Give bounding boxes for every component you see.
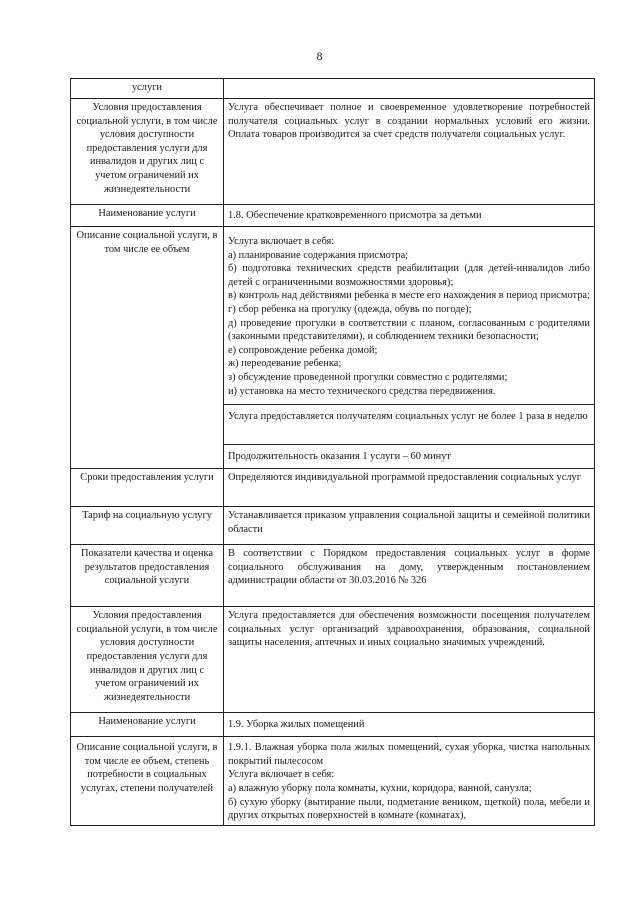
content-line: Услуга включает в себя:: [228, 769, 335, 781]
content-line: д) проведение прогулки в соответствии с планом, согласованным с родителями (законными представителями), и соблюдением техники безопасности;: [228, 317, 590, 343]
table-row: [71, 607, 595, 713]
table-row: [71, 737, 595, 826]
content-line: Услуга включает в себя:: [228, 236, 335, 247]
content-line: Услуга обеспечивает полное и своевременное удовлетворение потребностей получателя социальных услуг в создании нормальных условий его жизни. Оплата товаров производится за счет средств получателя социальных услуг.: [228, 102, 590, 141]
row-label: услуги: [71, 79, 224, 99]
row-content: [224, 713, 595, 737]
services-table: [70, 78, 595, 826]
table-row: [71, 227, 595, 405]
content-line: Продолжительность оказания 1 услуги – 60 минут: [228, 450, 451, 462]
row-content: [224, 405, 595, 445]
content-line: г) сбор ребенка на прогулку (одежда, обувь по погоде);: [228, 303, 472, 315]
row-content: [224, 79, 595, 99]
row-label: Сроки предоставления услуги: [71, 469, 224, 507]
content-line: Определяются индивидуальной программой предоставления социальных услуг: [228, 472, 581, 484]
content-line: б) сухую уборку (вытирание пыли, подметание веником, щеткой) пола, мебели и других открытых поверхностей в комнате (комнатах),: [228, 796, 590, 822]
content-line: а) влажную уборку пола комнаты, кухни, коридора, ванной, санузла;: [228, 782, 532, 794]
content-line: Устанавливается приказом управления социальной защиты и семейной политики области: [228, 510, 590, 535]
content-line: Услуга предоставляется получателям социальных услуг не более 1 раза в неделю: [228, 411, 588, 423]
table-row: [71, 507, 595, 545]
content-line: а) планирование содержания присмотра;: [228, 249, 409, 261]
table-row: [71, 205, 595, 227]
table-row: [71, 545, 595, 607]
row-content: [224, 227, 595, 405]
content-line: з) обсуждение проведенной прогулки совместно с родителями;: [228, 371, 508, 383]
row-content: [224, 469, 595, 507]
row-label: Наименование услуги: [71, 713, 224, 737]
row-label: Тариф на социальную услугу: [71, 507, 224, 545]
content-line: и) установка на место технического средства передвижения.: [228, 385, 496, 397]
page-number: 8: [316, 49, 323, 63]
row-label: Наименование услуги: [71, 205, 224, 227]
row-label: Показатели качества и оценка результатов предоставления социальной услуги: [71, 545, 224, 607]
row-content: [224, 99, 595, 205]
content-line: В соответствии с Порядком предоставления социальных услуг в форме социального обслуживания на дому, утвержденным постановлением администрации области от 30.03.2016 № 326: [228, 548, 590, 587]
row-content: [224, 507, 595, 545]
row-content: [224, 445, 595, 469]
row-label: Описание социальной услуги, в том числе ее объем, степень потребности в социальных услугах, степени получателей: [71, 737, 224, 826]
row-content: [224, 737, 595, 826]
row-content: [224, 205, 595, 227]
row-label: Условия предоставления социальной услуги, в том числе условия доступности предоставления услуги для инвалидов и других лиц с учетом ограничений их жизнедеятельности: [71, 99, 224, 205]
row-content: [224, 545, 595, 607]
content-line: 1.9.1. Влажная уборка пола жилых помещений, сухая уборка, чистка напольных покрытий пылесосом: [228, 742, 590, 767]
content-line: б) подготовка технических средств реабилитации (для детей-инвалидов либо детей с ограниченными возможностями здоровья);: [228, 263, 590, 288]
content-line: в) контроль над действиями ребенка в месте его нахождения в период присмотра;: [228, 290, 590, 302]
table-row: [71, 713, 595, 737]
table-row: [71, 79, 595, 99]
row-label: Описание социальной услуги, в том числе ее объем: [71, 227, 224, 469]
content-line: 1.8. Обеспечение кратковременного присмотра за детьми: [228, 209, 482, 221]
content-line: Услуга предоставляется для обеспечения возможности посещения получателем социальных услуг организаций здравоохранения, образования, социальной защиты населения, аптечных и иных социально значимых учреждений.: [228, 610, 590, 649]
table-row: [71, 99, 595, 205]
row-content: [224, 607, 595, 713]
content-line: ж) переодевание ребенка;: [228, 358, 342, 370]
table-row: [71, 469, 595, 507]
content-line: 1.9. Уборка жилых помещений: [228, 718, 365, 730]
content-line: е) сопровождение ребенка домой;: [228, 344, 378, 356]
row-label: Условия предоставления социальной услуги, в том числе условия доступности предоставления услуги для инвалидов и других лиц с учетом ограничений их жизнедеятельности: [71, 607, 224, 713]
